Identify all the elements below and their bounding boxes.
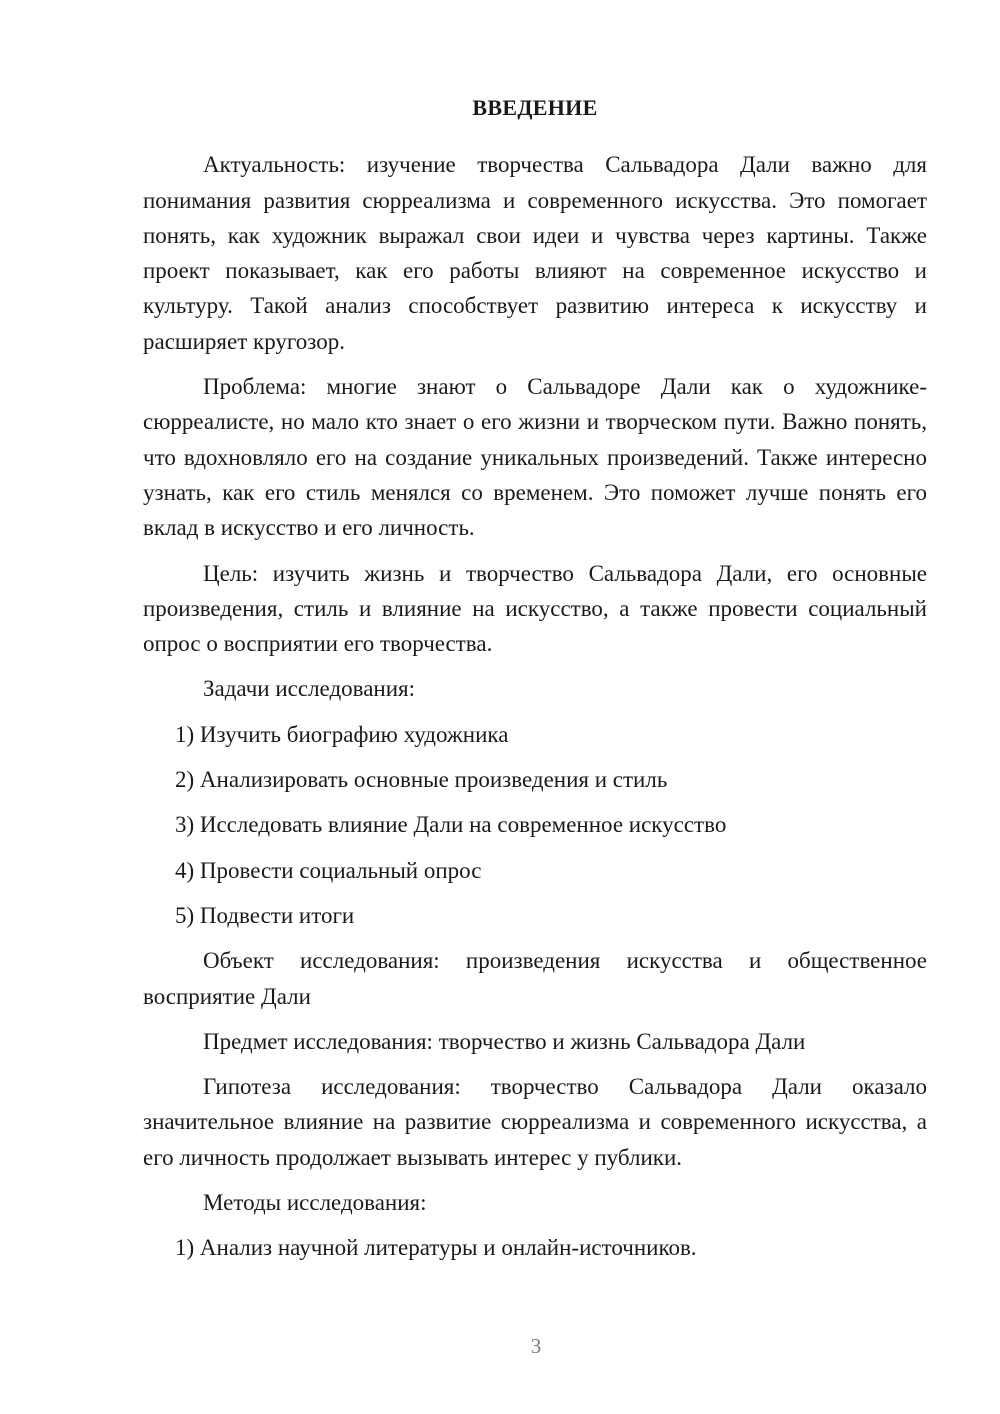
list-item: 1) Анализ научной литературы и онлайн-источников. (175, 1235, 697, 1261)
tasks-heading: Задачи исследования: (203, 676, 416, 702)
section-title: ВВЕДЕНИЕ (472, 95, 598, 120)
list-item: 5) Подвести итоги (175, 902, 355, 928)
list-item: 4) Провести социальный опрос (175, 857, 482, 883)
document-body (143, 90, 927, 1276)
page-number: 3 (530, 1334, 542, 1358)
methods-list (143, 1230, 927, 1265)
relevance-paragraph: Актуальность: изучение творчества Сальвадора Дали важно для понимания развития сюрреализма и современного искусства. Это помогает понять, как художник выражал свои идеи и чувства через картины. Также проект показывает, как его работы влияют на современное искусство и культуру. Такой анализ способствует развитию интереса к искусству и расширяет кругозор. (143, 152, 927, 354)
object-paragraph: Объект исследования: произведения искусства и общественное восприятие Дали (143, 948, 927, 1009)
goal-paragraph: Цель: изучить жизнь и творчество Сальвадора Дали, его основные произведения, стиль и влияние на искусство, а также провести социальный опрос о восприятии его творчества. (143, 560, 927, 657)
methods-heading: Методы исследования: (203, 1190, 427, 1216)
tasks-list (143, 717, 927, 933)
list-item: 1) Изучить биографию художника (175, 721, 509, 747)
list-item: 2) Анализировать основные произведения и стиль (175, 767, 668, 793)
problem-paragraph: Проблема: многие знают о Сальвадоре Дали как о художнике-сюрреалисте, но мало кто знает о его жизни и творческом пути. Важно понять, что вдохновляло его на создание уникальных произведений. Также интересно узнать, как его стиль менялся со временем. Это поможет лучше понять его вклад в искусство и его личность. (143, 374, 927, 541)
list-item: 3) Исследовать влияние Дали на современное искусство (175, 812, 727, 838)
subject-paragraph: Предмет исследования: творчество и жизнь Сальвадора Дали (203, 1028, 806, 1054)
hypothesis-paragraph: Гипотеза исследования: творчество Сальвадора Дали оказало значительное влияние на развитие сюрреализма и современного искусства, а его личность продолжает вызывать интерес у публики. (143, 1074, 927, 1170)
